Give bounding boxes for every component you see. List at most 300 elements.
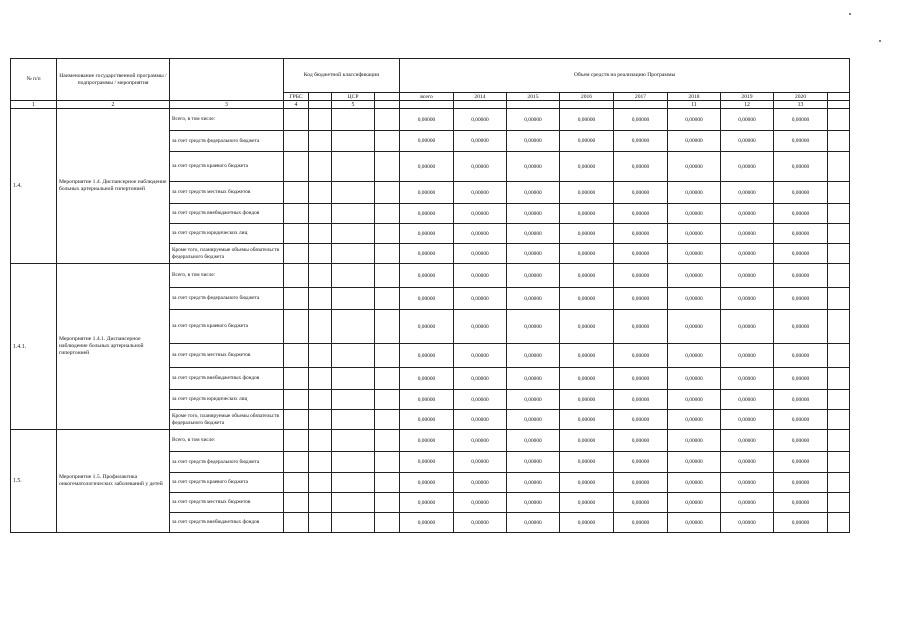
value-year: 0,00000	[614, 473, 668, 493]
value-year: 0,00000	[614, 513, 668, 533]
value-year: 0,00000	[721, 182, 774, 204]
value-total: 0,00000	[400, 131, 454, 152]
table-row	[11, 109, 850, 131]
value-year: 0,00000	[774, 152, 828, 182]
classification-cell	[375, 131, 400, 152]
col-number: 1	[11, 101, 57, 109]
classification-cell	[375, 182, 400, 204]
classification-cell	[309, 109, 332, 131]
value-year: 0,00000	[668, 264, 721, 288]
value-year: 0,00000	[454, 344, 507, 368]
value-year: 0,00000	[774, 493, 828, 513]
funding-source: Кроме того, планируемые объемы обязательств федерального бюджета	[170, 410, 284, 430]
value-year: 0,00000	[614, 244, 668, 264]
value-year: 0,00000	[668, 368, 721, 390]
value-total: 0,00000	[400, 410, 454, 430]
value-year: 0,00000	[560, 224, 614, 244]
classification-cell	[309, 288, 332, 310]
value-year: 0,00000	[614, 131, 668, 152]
value-year: 0,00000	[774, 264, 828, 288]
table-body	[11, 59, 850, 533]
value-year: 0,00000	[774, 131, 828, 152]
value-year: 0,00000	[507, 288, 560, 310]
value-year: 0,00000	[507, 430, 560, 452]
value-year: 0,00000	[454, 131, 507, 152]
header-source	[170, 59, 284, 101]
value-year: 0,00000	[614, 430, 668, 452]
value-total: 0,00000	[400, 493, 454, 513]
funding-source: за счет средств краевого бюджета	[170, 310, 284, 344]
value-year: 0,00000	[560, 109, 614, 131]
trailing-cell	[828, 368, 850, 390]
col-number: 12	[721, 101, 774, 109]
value-year: 0,00000	[560, 390, 614, 410]
classification-cell	[284, 493, 309, 513]
trailing-cell	[828, 224, 850, 244]
value-year: 0,00000	[721, 390, 774, 410]
classification-cell	[332, 152, 375, 182]
value-total: 0,00000	[400, 224, 454, 244]
header-classification: Код бюджетной классификации	[284, 59, 400, 93]
value-year: 0,00000	[560, 452, 614, 473]
value-year: 0,00000	[614, 390, 668, 410]
funding-source: за счет средств краевого бюджета	[170, 152, 284, 182]
value-year: 0,00000	[614, 264, 668, 288]
value-total: 0,00000	[400, 390, 454, 410]
value-year: 0,00000	[454, 109, 507, 131]
value-year: 0,00000	[507, 493, 560, 513]
funding-source: Всего, в том числе:	[170, 430, 284, 452]
classification-cell	[332, 131, 375, 152]
value-year: 0,00000	[454, 152, 507, 182]
value-year: 0,00000	[668, 310, 721, 344]
classification-cell	[375, 493, 400, 513]
value-year: 0,00000	[721, 288, 774, 310]
value-year: 0,00000	[668, 493, 721, 513]
classification-cell	[332, 109, 375, 131]
value-year: 0,00000	[721, 513, 774, 533]
classification-cell	[284, 182, 309, 204]
col-number	[309, 101, 332, 109]
classification-cell	[284, 264, 309, 288]
funding-source: за счет средств федерального бюджета	[170, 452, 284, 473]
trailing-cell	[828, 152, 850, 182]
value-total: 0,00000	[400, 244, 454, 264]
value-year: 0,00000	[774, 182, 828, 204]
value-year: 0,00000	[614, 410, 668, 430]
value-year: 0,00000	[774, 224, 828, 244]
col-number	[614, 101, 668, 109]
classification-cell	[309, 244, 332, 264]
trailing-cell	[828, 452, 850, 473]
header-grbs: ГРБС	[284, 93, 309, 101]
value-year: 0,00000	[614, 493, 668, 513]
value-year: 0,00000	[507, 473, 560, 493]
event-number: 1.4.	[11, 109, 57, 264]
col-number	[375, 101, 400, 109]
value-year: 0,00000	[668, 152, 721, 182]
header-year-2017: 2017	[614, 93, 668, 101]
classification-cell	[375, 368, 400, 390]
value-total: 0,00000	[400, 513, 454, 533]
trailing-cell	[828, 430, 850, 452]
value-year: 0,00000	[560, 131, 614, 152]
value-year: 0,00000	[721, 410, 774, 430]
header-blank-c	[828, 93, 850, 101]
funding-table	[10, 58, 850, 533]
value-year: 0,00000	[560, 473, 614, 493]
value-year: 0,00000	[454, 390, 507, 410]
trailing-cell	[828, 131, 850, 152]
value-year: 0,00000	[774, 410, 828, 430]
classification-cell	[375, 152, 400, 182]
value-year: 0,00000	[507, 109, 560, 131]
classification-cell	[309, 264, 332, 288]
trailing-cell	[828, 204, 850, 224]
value-year: 0,00000	[721, 152, 774, 182]
classification-cell	[309, 152, 332, 182]
classification-cell	[284, 224, 309, 244]
classification-cell	[375, 430, 400, 452]
value-year: 0,00000	[774, 430, 828, 452]
classification-cell	[332, 410, 375, 430]
value-year: 0,00000	[507, 244, 560, 264]
value-year: 0,00000	[507, 131, 560, 152]
value-year: 0,00000	[721, 368, 774, 390]
value-year: 0,00000	[614, 288, 668, 310]
value-year: 0,00000	[774, 452, 828, 473]
classification-cell	[309, 452, 332, 473]
value-year: 0,00000	[721, 131, 774, 152]
value-year: 0,00000	[614, 224, 668, 244]
trailing-cell	[828, 390, 850, 410]
value-total: 0,00000	[400, 473, 454, 493]
value-year: 0,00000	[668, 182, 721, 204]
value-year: 0,00000	[507, 204, 560, 224]
col-number	[507, 101, 560, 109]
classification-cell	[332, 513, 375, 533]
header-year-2020: 2020	[774, 93, 828, 101]
col-number: 11	[668, 101, 721, 109]
value-year: 0,00000	[560, 244, 614, 264]
classification-cell	[284, 244, 309, 264]
trailing-cell	[828, 493, 850, 513]
classification-cell	[375, 244, 400, 264]
classification-cell	[284, 473, 309, 493]
classification-cell	[309, 131, 332, 152]
value-year: 0,00000	[721, 109, 774, 131]
value-year: 0,00000	[614, 182, 668, 204]
value-year: 0,00000	[507, 182, 560, 204]
value-year: 0,00000	[507, 513, 560, 533]
value-year: 0,00000	[507, 344, 560, 368]
col-number: 13	[774, 101, 828, 109]
value-year: 0,00000	[774, 310, 828, 344]
funding-source: Всего, в том числе:	[170, 264, 284, 288]
header-row-main	[11, 59, 850, 93]
value-year: 0,00000	[774, 244, 828, 264]
value-year: 0,00000	[721, 204, 774, 224]
value-year: 0,00000	[774, 288, 828, 310]
value-year: 0,00000	[560, 493, 614, 513]
classification-cell	[309, 493, 332, 513]
value-year: 0,00000	[560, 513, 614, 533]
value-year: 0,00000	[721, 310, 774, 344]
header-year-2015: 2015	[507, 93, 560, 101]
funding-source: за счет средств местных бюджетов	[170, 344, 284, 368]
numbering-row	[11, 101, 850, 109]
classification-cell	[332, 493, 375, 513]
classification-cell	[332, 224, 375, 244]
funding-source: за счет средств федерального бюджета	[170, 288, 284, 310]
classification-cell	[375, 344, 400, 368]
funding-source: за счет средств местных бюджетов	[170, 182, 284, 204]
classification-cell	[309, 224, 332, 244]
value-year: 0,00000	[507, 152, 560, 182]
value-year: 0,00000	[668, 473, 721, 493]
value-total: 0,00000	[400, 182, 454, 204]
classification-cell	[375, 204, 400, 224]
classification-cell	[309, 182, 332, 204]
value-year: 0,00000	[454, 473, 507, 493]
value-year: 0,00000	[668, 344, 721, 368]
classification-cell	[284, 390, 309, 410]
value-year: 0,00000	[454, 452, 507, 473]
classification-cell	[332, 204, 375, 224]
value-year: 0,00000	[560, 204, 614, 224]
trailing-cell	[828, 344, 850, 368]
classification-cell	[332, 452, 375, 473]
value-year: 0,00000	[560, 152, 614, 182]
value-year: 0,00000	[454, 310, 507, 344]
value-total: 0,00000	[400, 344, 454, 368]
trailing-cell	[828, 410, 850, 430]
header-year-2016: 2016	[560, 93, 614, 101]
funding-source: за счет средств краевого бюджета	[170, 473, 284, 493]
value-year: 0,00000	[507, 368, 560, 390]
value-year: 0,00000	[560, 288, 614, 310]
value-year: 0,00000	[614, 344, 668, 368]
value-year: 0,00000	[721, 344, 774, 368]
classification-cell	[332, 182, 375, 204]
value-year: 0,00000	[454, 288, 507, 310]
classification-cell	[284, 288, 309, 310]
classification-cell	[332, 344, 375, 368]
event-name: Мероприятие 1.5. Профилактика онкогематологических заболеваний у детей	[57, 430, 170, 533]
value-year: 0,00000	[507, 452, 560, 473]
trailing-cell	[828, 310, 850, 344]
header-blank-a	[309, 93, 332, 101]
classification-cell	[284, 204, 309, 224]
value-year: 0,00000	[721, 493, 774, 513]
classification-cell	[332, 430, 375, 452]
col-number	[454, 101, 507, 109]
classification-cell	[375, 473, 400, 493]
value-year: 0,00000	[668, 410, 721, 430]
event-name: Мероприятие 1.4. Диспансерное наблюдение больных артериальной гипертонией	[57, 109, 170, 264]
trailing-cell	[828, 182, 850, 204]
value-total: 0,00000	[400, 310, 454, 344]
funding-source: за счет средств федерального бюджета	[170, 131, 284, 152]
funding-source: за счет средств юридических лиц	[170, 224, 284, 244]
classification-cell	[375, 410, 400, 430]
value-year: 0,00000	[507, 410, 560, 430]
funding-source: за счет средств внебюджетных фондов	[170, 204, 284, 224]
classification-cell	[375, 513, 400, 533]
classification-cell	[375, 310, 400, 344]
classification-cell	[284, 109, 309, 131]
value-year: 0,00000	[560, 264, 614, 288]
value-year: 0,00000	[774, 204, 828, 224]
event-name: Мероприятие 1.4.1. Диспансерное наблюдение больных артериальной гипертонией	[57, 264, 170, 430]
value-total: 0,00000	[400, 368, 454, 390]
col-number: 4	[284, 101, 309, 109]
classification-cell	[284, 310, 309, 344]
scan-speck	[849, 13, 851, 15]
value-year: 0,00000	[507, 224, 560, 244]
value-year: 0,00000	[454, 513, 507, 533]
classification-cell	[284, 410, 309, 430]
value-year: 0,00000	[668, 452, 721, 473]
classification-cell	[332, 368, 375, 390]
header-funding: Объем средств на реализацию Программы	[400, 59, 850, 93]
value-year: 0,00000	[454, 182, 507, 204]
classification-cell	[284, 344, 309, 368]
classification-cell	[375, 264, 400, 288]
value-year: 0,00000	[614, 368, 668, 390]
header-blank-b	[375, 93, 400, 101]
value-year: 0,00000	[560, 344, 614, 368]
header-year-2018: 2018	[668, 93, 721, 101]
value-year: 0,00000	[454, 430, 507, 452]
value-total: 0,00000	[400, 264, 454, 288]
value-total: 0,00000	[400, 152, 454, 182]
trailing-cell	[828, 109, 850, 131]
header-csr: ЦСР	[332, 93, 375, 101]
event-number: 1.5.	[11, 430, 57, 533]
trailing-cell	[828, 244, 850, 264]
value-year: 0,00000	[668, 131, 721, 152]
value-year: 0,00000	[721, 430, 774, 452]
col-number: 2	[57, 101, 170, 109]
value-year: 0,00000	[507, 264, 560, 288]
classification-cell	[309, 513, 332, 533]
header-total: всего	[400, 93, 454, 101]
value-year: 0,00000	[614, 452, 668, 473]
value-year: 0,00000	[774, 473, 828, 493]
event-number: 1.4.1.	[11, 264, 57, 430]
value-year: 0,00000	[721, 224, 774, 244]
value-year: 0,00000	[454, 493, 507, 513]
value-year: 0,00000	[454, 368, 507, 390]
value-year: 0,00000	[507, 390, 560, 410]
value-year: 0,00000	[560, 310, 614, 344]
value-year: 0,00000	[668, 288, 721, 310]
value-year: 0,00000	[614, 204, 668, 224]
col-number: 5	[332, 101, 375, 109]
value-year: 0,00000	[560, 182, 614, 204]
classification-cell	[375, 390, 400, 410]
trailing-cell	[828, 288, 850, 310]
col-number: 3	[170, 101, 284, 109]
funding-source: Всего, в том числе:	[170, 109, 284, 131]
value-year: 0,00000	[668, 430, 721, 452]
header-year-2014: 2014	[454, 93, 507, 101]
classification-cell	[375, 109, 400, 131]
trailing-cell	[828, 513, 850, 533]
classification-cell	[284, 152, 309, 182]
table-row	[11, 264, 850, 288]
value-total: 0,00000	[400, 288, 454, 310]
classification-cell	[284, 452, 309, 473]
classification-cell	[309, 310, 332, 344]
header-year-2019: 2019	[721, 93, 774, 101]
value-year: 0,00000	[454, 264, 507, 288]
header-name: Наименование государственной программы / подпрограммы / мероприятия	[57, 59, 170, 101]
value-year: 0,00000	[721, 264, 774, 288]
col-number	[828, 101, 850, 109]
value-year: 0,00000	[721, 473, 774, 493]
classification-cell	[309, 473, 332, 493]
classification-cell	[284, 131, 309, 152]
classification-cell	[284, 513, 309, 533]
value-year: 0,00000	[454, 224, 507, 244]
classification-cell	[332, 473, 375, 493]
value-total: 0,00000	[400, 452, 454, 473]
value-year: 0,00000	[454, 204, 507, 224]
classification-cell	[375, 288, 400, 310]
value-total: 0,00000	[400, 430, 454, 452]
classification-cell	[332, 288, 375, 310]
value-year: 0,00000	[774, 344, 828, 368]
classification-cell	[309, 368, 332, 390]
value-year: 0,00000	[614, 109, 668, 131]
value-year: 0,00000	[721, 244, 774, 264]
classification-cell	[332, 390, 375, 410]
classification-cell	[332, 264, 375, 288]
value-year: 0,00000	[774, 513, 828, 533]
col-number	[400, 101, 454, 109]
value-year: 0,00000	[774, 390, 828, 410]
funding-source: за счет средств юридических лиц	[170, 390, 284, 410]
value-year: 0,00000	[668, 513, 721, 533]
funding-source: за счет средств внебюджетных фондов	[170, 513, 284, 533]
scan-speck	[879, 40, 881, 42]
value-year: 0,00000	[774, 368, 828, 390]
value-year: 0,00000	[454, 244, 507, 264]
value-year: 0,00000	[668, 224, 721, 244]
classification-cell	[375, 224, 400, 244]
col-number	[560, 101, 614, 109]
value-year: 0,00000	[721, 452, 774, 473]
value-year: 0,00000	[560, 410, 614, 430]
value-total: 0,00000	[400, 204, 454, 224]
trailing-cell	[828, 264, 850, 288]
value-year: 0,00000	[560, 368, 614, 390]
funding-source: за счет средств внебюджетных фондов	[170, 368, 284, 390]
classification-cell	[309, 430, 332, 452]
value-year: 0,00000	[668, 244, 721, 264]
classification-cell	[309, 344, 332, 368]
classification-cell	[309, 390, 332, 410]
funding-source: за счет средств местных бюджетов	[170, 493, 284, 513]
value-year: 0,00000	[668, 109, 721, 131]
classification-cell	[284, 368, 309, 390]
trailing-cell	[828, 473, 850, 493]
value-total: 0,00000	[400, 109, 454, 131]
classification-cell	[309, 410, 332, 430]
classification-cell	[284, 430, 309, 452]
